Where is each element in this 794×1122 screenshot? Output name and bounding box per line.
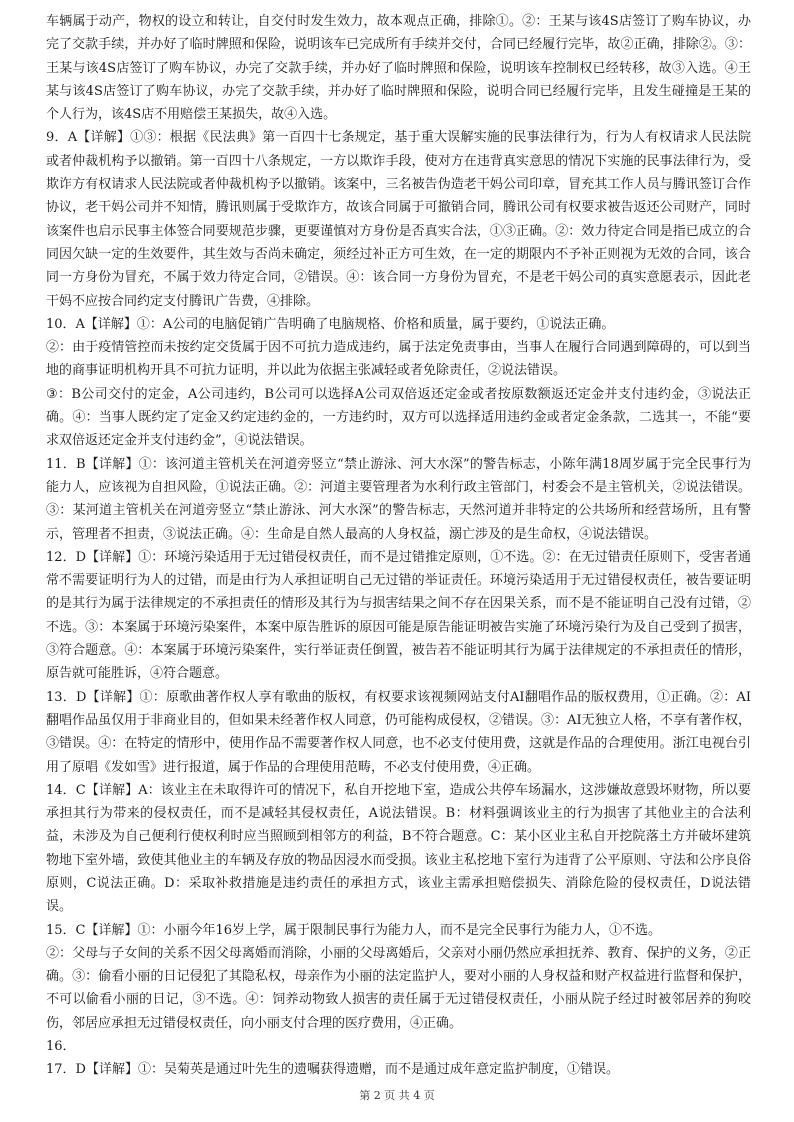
paragraph-q9: 9．A【详解】①③：根据《民法典》第一百四十七条规定，基于重大误解实施的民事法律行为，行为人有权请求人民法院或者仲裁机构予以撤销。第一百四十八条规定，一方以欺诈手段，使对方在违背真实意思的情况下实施的民事法律行为，受欺诈方有权请求人民法院或者仲裁机构予以撤销。该案中，三名被告伪造老干妈公司印章，冒充其工作人员与腾讯签订合作协议，老干妈公司并不知情，腾讯则属于受欺诈方，故该合同属于可撤销合同，腾讯公司有权要求被告返还公司财产，同时该案件也启示民事主体签合同要规范步骤，更要谨慎对方身份是否真实合法，①③正确。②：效力待定合同是指已成立的合同因欠缺一定的生效要件，其生效与否尚未确定，须经过补正方可生效，在一定的期限内不予补正则视为无效的合同，该合同一方身份为冒充，不属于效力待定合同，②错误。④：该合同一方身份为冒充，不是老干妈公司的真实意愿表示，因此老干妈不应按合同约定支付腾讯广告费，④排除。: [46, 130, 751, 309]
paragraph-q15-part2: ②：父母与子女间的关系不因父母离婚而消除，小丽的父母离婚后，父亲对小丽仍然应承担抚养、教育、保护的义务，②正确。③：偷看小丽的日记侵犯了其隐私权，母亲作为小丽的法定监护人，要对小丽的人身权益和财产权益进行监督和保护，不可以偷看小丽的日记，③不选。④：饲养动物致人损害的责任属于无过错侵权责任，小丽从院子经过时被邻居养的狗咬伤，邻居应承担无过错侵权责任，向小丽支付合理的医疗费用，④正确。: [46, 945, 751, 1031]
paragraph-q8-continuation: 车辆属于动产，物权的设立和转让，自交付时发生效力，故本观点正确，排除①。②：王某与该4S店签订了购车协议，办完了交款手续，并办好了临时牌照和保险，说明该车已完成所有手续并交付，合同已经履行完毕，故②正确，排除②。③：王某与该4S店签订了购车协议，办完了交款手续，并办好了临时牌照和保险，说明该车控制权已经转移，故③入选。④王某与该4S店签订了购车协议，办完了交款手续，并办好了临时牌照和保险，说明合同已经履行完毕，且发生碰撞是王某的个人行为，该4S店不用赔偿王某损失，故④入选。: [46, 14, 751, 123]
paragraph-q10-part1: 10．A【详解】①：A公司的电脑促销广告明确了电脑规格、价格和质量，属于要约，①说法正确。: [46, 316, 615, 332]
paragraph-q12: 12．D【详解】①：环境污染适用于无过错侵权责任，而不是过错推定原则，①不选。②：在无过错责任原则下，受害者通常不需要证明行为人的过错，而是由行为人承担证明自己无过错的举证责任。环境污染适用于无过错侵权责任，被告要证明的是其行为属于法律规定的不承担责任的情形及其行为与损害结果之间不存在因果关系，而不是不能证明自己没有过错，②不选。③：本案属于环境污染案件，本案中原告胜诉的原因可能是原告能证明被告实施了环境污染行为及自己受到了损害，③符合题意。④：本案属于环境污染案件，实行举证责任倒置，被告若不能证明其行为属于法律规定的不承担责任的情形，原告就可能胜诉，④符合题意。: [46, 549, 751, 682]
paragraph-q17: 17．D【详解】①：吴菊英是通过叶先生的遗嘱获得遗赠，而不是通过成年意定监护制度，①错误。: [46, 1062, 619, 1078]
answer-text-body: [46, 10, 751, 1082]
paragraph-q10-part2: ②：由于疫情管控而未按约定交货属于因不可抗力造成违约，属于法定免责事由，当事人在履行合同遇到障碍的，可以到当地的商事证明机构开具不可抗力证明，并以此为依据主张减轻或者免除责任，②说法错误。: [46, 340, 751, 379]
paragraph-q15-part1: 15．C【详解】①：小丽今年16岁上学，属于限制民事行为能力人，而不是完全民事行为能力人，①不选。: [46, 922, 662, 938]
paragraph-q11: 11．B【详解】①：该河道主管机关在河道旁竖立“禁止游泳、河大水深”的警告标志，小陈年满18周岁属于完全民事行为能力人，应该视为自担风险，①说法正确。②：河道主要管理者为水利行政主管部门，村委会不是主管机关，②说法错误。③：某河道主管机关在河道旁竖立“禁止游泳、河大水深”的警告标志，天然河道并非特定的公共场所和经营场所，且有警示，管理者不担责，③说法正确。④：生命是自然人最高的人身权益，溺亡涉及的是生命权，④说法错误。: [46, 456, 751, 542]
paragraph-q10-part3: ③：B公司交付的定金，A公司违约，B公司可以选择A公司双倍返还定金或者按原数额返还定金并支付违约金，③说法正确。④：当事人既约定了定金又约定违约金的，一方违约时，双方可以选择适用违约金或者定金条款，二选其一，不能“要求双倍返还定金并支付违约金”，④说法错误。: [46, 386, 751, 449]
paragraph-q14: 14．C【详解】A：该业主在未取得许可的情况下，私自开挖地下室，造成公共停车场漏水，这涉嫌故意毁坏财物，所以要承担其行为带来的侵权责任，而不是减轻其侵权责任，A说法错误。B：材料强调该业主的行为损害了其他业主的合法利益，未涉及为自己便利行使权利时应当照顾到相邻方的利益，B不符合题意。C：某小区业主私自开挖院落土方并破坏建筑物地下室外墙，致使其他业主的车辆及存放的物品因浸水而受损。该业主私挖地下室行为违背了公平原则、守法和公序良俗原则，C说法正确。D：采取补救措施是违约责任的承担方式，该业主需承担赔偿损失、消除危险的侵权责任，D说法错误。: [46, 782, 751, 915]
paragraph-q13: 13．D【详解】①：原歌曲著作权人享有歌曲的版权，有权要求该视频网站支付AI翻唱作品的版权费用，①正确。②：AI翻唱作品虽仅用于非商业目的，但如果未经著作权人同意，仍可能构成侵权，②错误。③：AI无独立人格，不享有著作权，③错误。④：在特定的情形中，使用作品不需要著作权人同意，也不必支付使用费，这就是作品的合理使用。浙江电视台引用了原唱《发如雪》进行报道，属于作品的合理使用范畴，不必支付使用费，④正确。: [46, 689, 751, 775]
page-footer: 第 2 页 共 4 页: [359, 1089, 435, 1102]
paragraph-q16: 16．: [46, 1039, 76, 1055]
